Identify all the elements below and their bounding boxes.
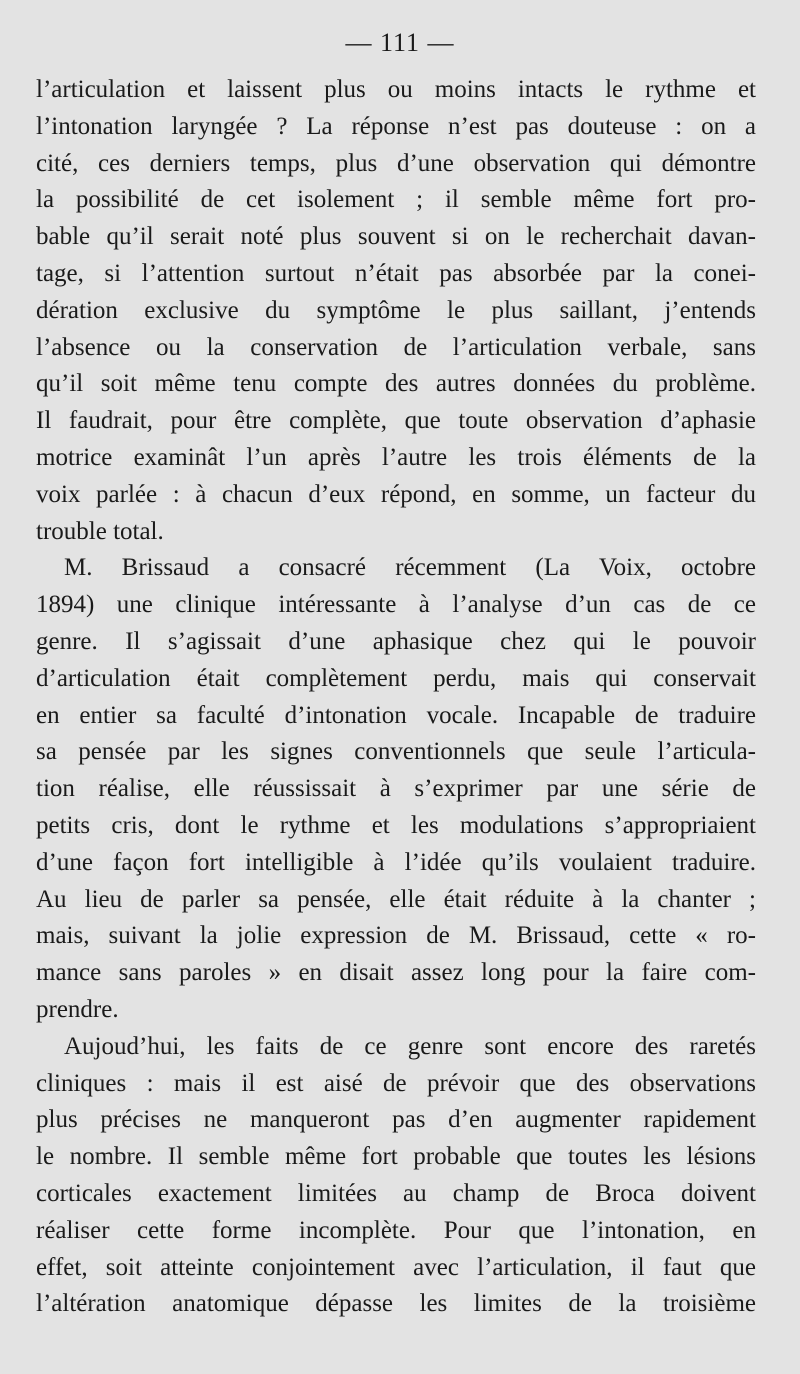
text-line: l’intonation laryngée ? La réponse n’est pas douteuse : on a — [36, 112, 756, 140]
text-line: voix parlée : à chacun d’eux répond, en somme, un facteur du — [36, 480, 756, 508]
text-line: cité, ces derniers temps, plus d’une observation qui démontre — [36, 149, 756, 177]
text-line: sa pensée par les signes conventionnels que seule l’articula- — [36, 738, 756, 766]
text-line: Il faudrait, pour être complète, que toute observation d’aphasie — [36, 407, 756, 435]
text-line: plus précises ne manqueront pas d’en augmenter rapidement — [36, 1106, 756, 1134]
text-line: mais, suivant la jolie expression de M. Brissaud, cette « ro- — [36, 922, 756, 950]
text-line: dération exclusive du symptôme le plus saillant, j’entends — [36, 296, 756, 324]
text-line: le nombre. Il semble même fort probable que toutes les lésions — [36, 1143, 756, 1171]
text-line: tion réalise, elle réussissait à s’exprimer par une série de — [36, 775, 756, 803]
text-line: d’articulation était complètement perdu, mais qui conservait — [36, 664, 756, 692]
text-line: genre. Il s’agissait d’une aphasique chez qui le pouvoir — [36, 627, 756, 655]
text-line: petits cris, dont le rythme et les modulations s’appropriaient — [36, 811, 756, 839]
text-line: la possibilité de cet isolement ; il semble même fort pro- — [36, 186, 756, 214]
text-line: l’altération anatomique dépasse les limites de la troisième — [36, 1290, 756, 1318]
page-number: — 111 — — [345, 28, 455, 57]
text-line: trouble total. — [36, 517, 164, 545]
text-line: M. Brissaud a consacré récemment (La Voix, octobre — [64, 554, 756, 582]
text-line: tage, si l’attention surtout n’était pas absorbée par la conei- — [36, 259, 756, 287]
body-text — [36, 72, 756, 1323]
text-line: qu’il soit même tenu compte des autres données du problème. — [36, 370, 756, 398]
text-line: 1894) une clinique intéressante à l’analyse d’un cas de ce — [36, 591, 756, 619]
text-line: corticales exactement limitées au champ de Broca doivent — [36, 1179, 756, 1207]
text-line: d’une façon fort intelligible à l’idée qu’ils voulaient traduire. — [36, 848, 756, 876]
text-line: cliniques : mais il est aisé de prévoir que des observations — [36, 1069, 756, 1097]
text-line: Au lieu de parler sa pensée, elle était réduite à la chanter ; — [36, 885, 756, 913]
text-line: effet, soit atteinte conjointement avec l’articulation, il faut que — [36, 1253, 756, 1281]
text-line: l’articulation et laissent plus ou moins intacts le rythme et — [36, 76, 756, 103]
text-line: en entier sa faculté d’intonation vocale. Incapable de traduire — [36, 701, 756, 729]
text-line: réaliser cette forme incomplète. Pour que l’intonation, en — [36, 1216, 756, 1244]
text-line: mance sans paroles » en disait assez long pour la faire com- — [36, 959, 756, 987]
text-line: prendre. — [36, 995, 119, 1023]
text-line: motrice examinât l’un après l’autre les trois éléments de la — [36, 443, 756, 471]
text-line: l’absence ou la conservation de l’articulation verbale, sans — [36, 333, 756, 361]
text-line: Aujoud’hui, les faits de ce genre sont encore des raretés — [64, 1032, 756, 1060]
text-line: bable qu’il serait noté plus souvent si on le recherchait davan- — [36, 223, 756, 251]
